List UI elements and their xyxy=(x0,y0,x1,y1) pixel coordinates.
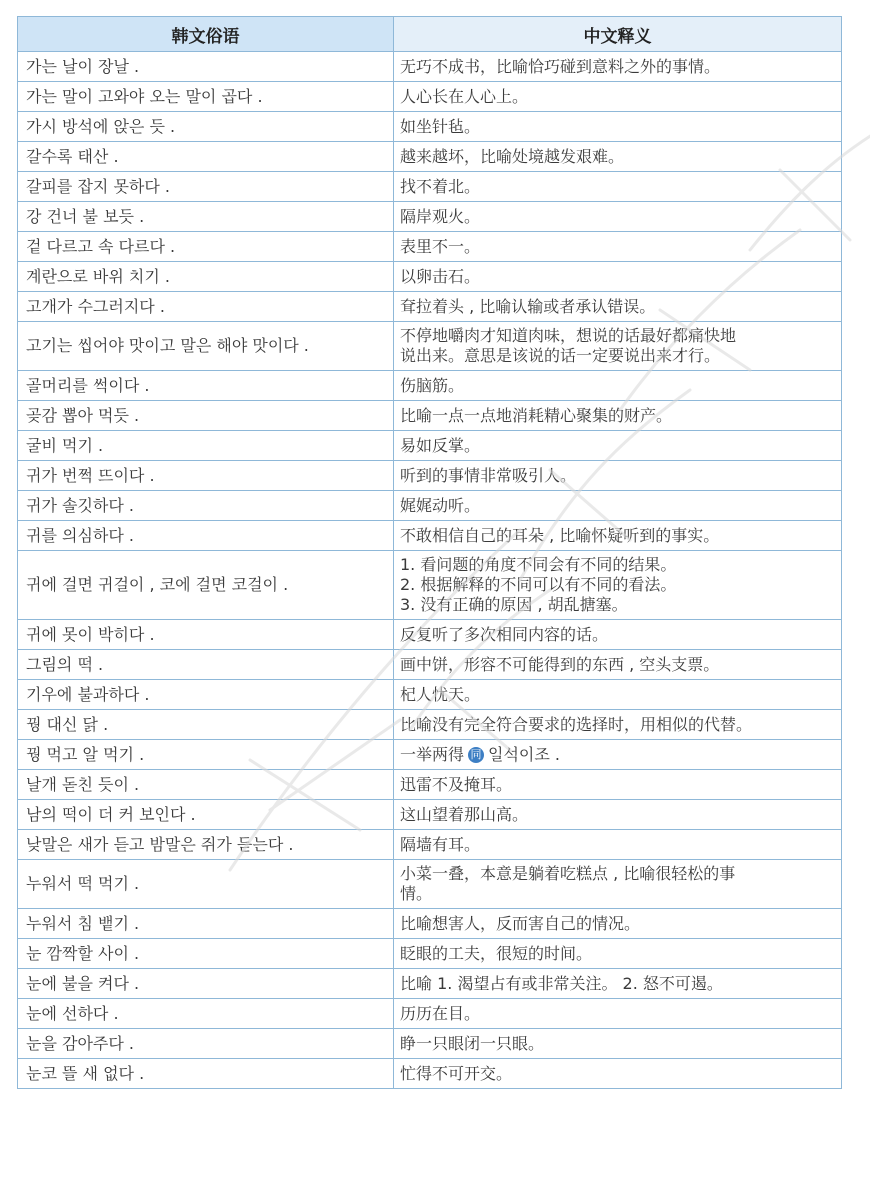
chinese-meaning-cell xyxy=(394,52,842,82)
chinese-meaning-cell xyxy=(394,680,842,710)
chinese-meaning-cell xyxy=(394,371,842,401)
table-row xyxy=(18,939,842,969)
meaning-line: 比喻想害人，反而害自己的情况。 xyxy=(400,913,641,933)
meaning-line: 找不着北。 xyxy=(400,176,481,196)
table-row xyxy=(18,521,842,551)
meaning-line: 隔岸观火。 xyxy=(400,206,481,226)
meaning-line: 伤脑筋。 xyxy=(400,375,465,395)
chinese-meaning-cell xyxy=(394,999,842,1029)
meaning-line: 3. 没有正确的原因 , 胡乱搪塞。 xyxy=(400,595,628,614)
table-row xyxy=(18,650,842,680)
korean-proverb-cell: 고기는 씹어야 맛이고 말은 해야 맛이다 . xyxy=(18,322,394,371)
meaning-line: 隔墙有耳。 xyxy=(400,834,481,854)
table-row xyxy=(18,909,842,939)
korean-proverb-cell: 굴비 먹기 . xyxy=(18,431,394,461)
korean-proverb-cell: 골머리를 썩이다 . xyxy=(18,371,394,401)
table-row xyxy=(18,830,842,860)
chinese-meaning-cell xyxy=(394,909,842,939)
chinese-meaning-cell xyxy=(394,461,842,491)
table-row xyxy=(18,620,842,650)
meaning-line: 历历在目。 xyxy=(400,1003,481,1023)
chinese-meaning-cell xyxy=(394,1029,842,1059)
korean-proverb-cell: 귀가 솔깃하다 . xyxy=(18,491,394,521)
table-row xyxy=(18,491,842,521)
chinese-meaning-cell xyxy=(394,939,842,969)
korean-proverb-cell: 꿩 대신 닭 . xyxy=(18,710,394,740)
korean-proverb-cell: 가는 날이 장날 . xyxy=(18,52,394,82)
chinese-meaning-cell xyxy=(394,401,842,431)
meaning-line: 1. 看问题的角度不同会有不同的结果。 xyxy=(400,555,677,574)
meaning-line: 这山望着那山高。 xyxy=(400,804,529,824)
meaning-line: 小菜一叠，本意是躺着吃糕点 , 比喻很轻松的事 xyxy=(400,864,736,883)
korean-proverb-cell: 기우에 불과하다 . xyxy=(18,680,394,710)
korean-proverb-cell: 귀가 번쩍 뜨이다 . xyxy=(18,461,394,491)
table-row xyxy=(18,860,842,909)
meaning-line: 易如反掌。 xyxy=(400,435,481,455)
korean-proverb-cell: 눈코 뜰 새 없다 . xyxy=(18,1059,394,1089)
korean-proverb-cell: 가는 말이 고와야 오는 말이 곱다 . xyxy=(18,82,394,112)
table-row xyxy=(18,431,842,461)
meaning-line: 以卵击石。 xyxy=(400,266,481,286)
table-row xyxy=(18,401,842,431)
chinese-meaning-cell xyxy=(394,620,842,650)
meaning-line: 睁一只眼闭一只眼。 xyxy=(400,1033,545,1053)
chinese-meaning-cell xyxy=(394,860,842,909)
meaning-line: 杞人忧天。 xyxy=(400,684,481,704)
chinese-meaning-cell xyxy=(394,262,842,292)
meaning-line: 耷拉着头 , 比喻认输或者承认错误。 xyxy=(400,296,656,316)
meaning-line: 无巧不成书，比喻恰巧碰到意料之外的事情。 xyxy=(400,56,721,76)
table-row xyxy=(18,172,842,202)
chinese-meaning-cell xyxy=(394,650,842,680)
proverb-table-container xyxy=(17,16,841,1089)
table-row xyxy=(18,262,842,292)
korean-proverb-cell: 겉 다르고 속 다르다 . xyxy=(18,232,394,262)
table-row xyxy=(18,680,842,710)
meaning-line: 画中饼，形容不可能得到的东西 , 空头支票。 xyxy=(400,654,720,674)
chinese-meaning-cell xyxy=(394,1059,842,1089)
table-row xyxy=(18,740,842,770)
meaning-line: 比喻 1. 渴望占有或非常关注。 2. 怒不可遏。 xyxy=(400,973,723,993)
korean-proverb-cell: 가시 방석에 앉은 듯 . xyxy=(18,112,394,142)
chinese-meaning-cell xyxy=(394,142,842,172)
table-body xyxy=(18,52,842,1089)
meaning-line: 不敢相信自己的耳朵 , 比喻怀疑听到的事实。 xyxy=(400,525,720,545)
table-row xyxy=(18,969,842,999)
korean-proverb-cell: 날개 돋친 듯이 . xyxy=(18,770,394,800)
korean-proverb-cell: 눈에 불을 켜다 . xyxy=(18,969,394,999)
chinese-meaning-cell xyxy=(394,521,842,551)
table-row xyxy=(18,461,842,491)
meaning-line: 娓娓动听。 xyxy=(400,495,481,515)
korean-proverb-cell: 계란으로 바위 치기 . xyxy=(18,262,394,292)
table-header-row xyxy=(18,17,842,52)
korean-proverb-cell: 꿩 먹고 알 먹기 . xyxy=(18,740,394,770)
meaning-line: 忙得不可开交。 xyxy=(400,1063,513,1083)
korean-proverb-cell: 그림의 떡 . xyxy=(18,650,394,680)
table-row xyxy=(18,142,842,172)
meaning-line: 听到的事情非常吸引人。 xyxy=(400,465,577,485)
proverb-table xyxy=(17,16,842,1089)
meaning-line: 不停地嚼肉才知道肉味，想说的话最好都痛快地 xyxy=(400,326,737,345)
korean-proverb-cell: 누워서 침 뱉기 . xyxy=(18,909,394,939)
chinese-meaning-cell xyxy=(394,551,842,620)
synonym-badge-icon: 同 xyxy=(468,747,484,763)
korean-proverb-cell: 갈수록 태산 . xyxy=(18,142,394,172)
table-row xyxy=(18,371,842,401)
chinese-meaning-cell xyxy=(394,431,842,461)
korean-proverb-cell: 고개가 수그러지다 . xyxy=(18,292,394,322)
meaning-line: 比喻一点一点地消耗精心聚集的财产。 xyxy=(400,405,673,425)
meaning-line: 反复听了多次相同内容的话。 xyxy=(400,624,609,644)
korean-proverb-cell: 귀에 걸면 귀걸이 , 코에 걸면 코걸이 . xyxy=(18,551,394,620)
table-row xyxy=(18,551,842,620)
chinese-meaning-cell xyxy=(394,800,842,830)
table-row xyxy=(18,800,842,830)
chinese-meaning-cell xyxy=(394,491,842,521)
korean-proverb-cell: 눈 깜짝할 사이 . xyxy=(18,939,394,969)
chinese-meaning-cell xyxy=(394,710,842,740)
chinese-meaning-cell xyxy=(394,292,842,322)
table-row xyxy=(18,710,842,740)
meaning-line: 表里不一。 xyxy=(400,236,481,256)
table-row xyxy=(18,770,842,800)
korean-proverb-cell: 갈피를 잡지 못하다 . xyxy=(18,172,394,202)
chinese-meaning-cell xyxy=(394,202,842,232)
korean-proverb-cell: 강 건너 불 보듯 . xyxy=(18,202,394,232)
table-row xyxy=(18,1059,842,1089)
meaning-line: 说出来。意思是该说的话一定要说出来才行。 xyxy=(400,346,721,365)
table-row xyxy=(18,202,842,232)
meaning-line: 人心长在人心上。 xyxy=(400,86,529,106)
chinese-meaning-cell xyxy=(394,740,842,770)
meaning-text: 一举两得 xyxy=(400,744,465,764)
korean-proverb-cell: 눈을 감아주다 . xyxy=(18,1029,394,1059)
table-row xyxy=(18,82,842,112)
table-row xyxy=(18,292,842,322)
chinese-meaning-cell xyxy=(394,770,842,800)
table-row xyxy=(18,1029,842,1059)
korean-proverb-cell: 남의 떡이 더 커 보인다 . xyxy=(18,800,394,830)
meaning-line: 迅雷不及掩耳。 xyxy=(400,774,513,794)
table-row xyxy=(18,999,842,1029)
chinese-meaning-cell xyxy=(394,172,842,202)
chinese-meaning-cell xyxy=(394,969,842,999)
chinese-meaning-cell xyxy=(394,830,842,860)
korean-column-header: 韩文俗语 xyxy=(18,17,394,52)
table-row xyxy=(18,232,842,262)
chinese-meaning-cell xyxy=(394,112,842,142)
chinese-meaning-cell xyxy=(394,82,842,112)
meaning-line: 2. 根据解释的不同可以有不同的看法。 xyxy=(400,575,677,594)
synonym-text: 일석이조 . xyxy=(488,744,561,764)
table-row xyxy=(18,52,842,82)
korean-proverb-cell: 귀를 의심하다 . xyxy=(18,521,394,551)
chinese-meaning-cell xyxy=(394,322,842,371)
table-row xyxy=(18,112,842,142)
meaning-line: 越来越坏，比喻处境越发艰难。 xyxy=(400,146,625,166)
meaning-line: 情。 xyxy=(400,884,433,903)
korean-proverb-cell: 낮말은 새가 듣고 밤말은 쥐가 듣는다 . xyxy=(18,830,394,860)
chinese-meaning-cell xyxy=(394,232,842,262)
korean-proverb-cell: 눈에 선하다 . xyxy=(18,999,394,1029)
korean-proverb-cell: 귀에 못이 박히다 . xyxy=(18,620,394,650)
korean-proverb-cell: 누워서 떡 먹기 . xyxy=(18,860,394,909)
meaning-line: 比喻没有完全符合要求的选择时，用相似的代替。 xyxy=(400,714,753,734)
chinese-column-header: 中文释义 xyxy=(394,17,842,52)
meaning-line: 眨眼的工夫，很短的时间。 xyxy=(400,943,593,963)
meaning-line: 如坐针毡。 xyxy=(400,116,481,136)
table-row xyxy=(18,322,842,371)
korean-proverb-cell: 곶감 뽑아 먹듯 . xyxy=(18,401,394,431)
